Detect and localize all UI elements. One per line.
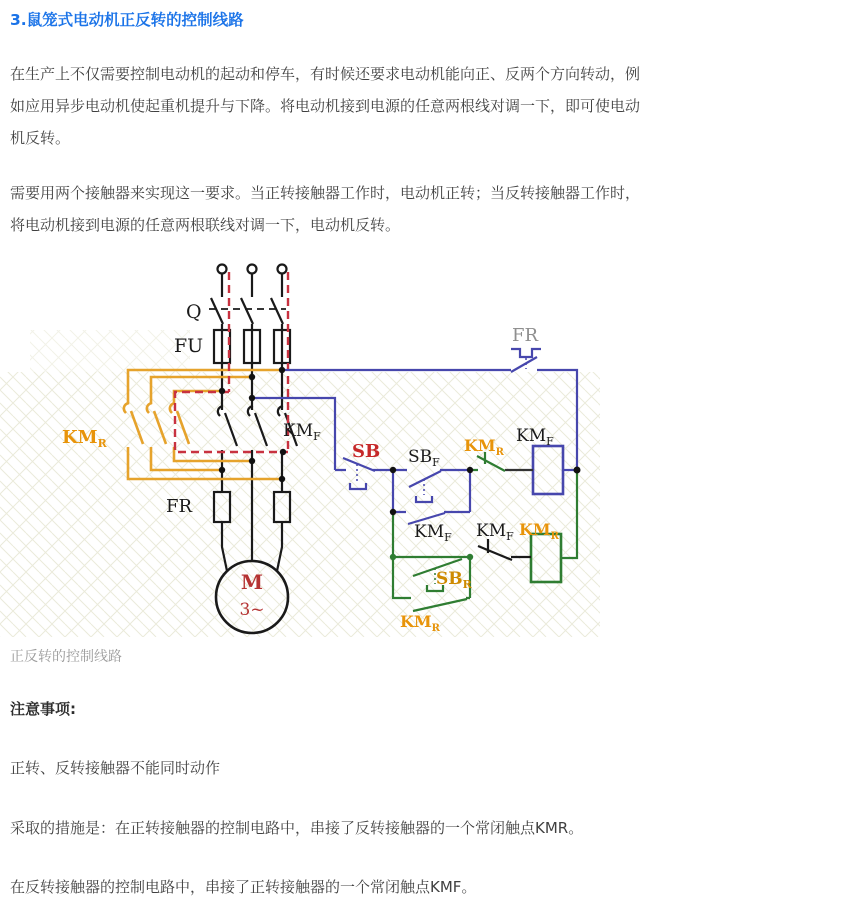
notes-title: 注意事项: (10, 700, 76, 718)
label-sbr-start: $SB_R$ (436, 569, 472, 591)
label-kmr-coil: $KM_R$ (519, 520, 559, 542)
label-motor-phase: 3~ (239, 600, 265, 620)
label-kmf-interlock: $KM_F$ (476, 521, 514, 543)
fr-heater-symbol (511, 349, 541, 357)
paragraph-line: 机反转。 (10, 129, 71, 147)
label-kmr-main-contacts: $KM_R$ (62, 427, 107, 450)
note-line: 在反转接触器的控制电路中，串接了正转接触器的一个常闭触点KMF。 (10, 878, 477, 896)
watermark-hatch (30, 330, 190, 372)
paragraph-line: 如应用异步电动机使起重机提升与下降。将电动机接到电源的任意两根线对调一下，即可使电动 (10, 97, 641, 115)
paragraph-2 (10, 177, 640, 241)
label-q: Q (186, 301, 202, 323)
label-kmf-main-contacts: $KM_F$ (283, 421, 321, 443)
paragraph-1 (10, 58, 640, 154)
label-fr-main: FR (166, 496, 193, 517)
paragraph-line: 将电动机接到电源的任意两根联线对调一下，电动机反转。 (10, 216, 401, 234)
label-sb-stop: SB (352, 441, 381, 462)
figure-caption: 正反转的控制线路 (10, 649, 122, 665)
paragraph-line: 在生产上不仅需要控制电动机的起动和停车，有时候还要求电动机能向正、反两个方向转动，例 (10, 65, 641, 83)
label-kmr-interlock: $KM_R$ (464, 436, 504, 458)
note-line: 正转、反转接触器不能同时动作 (10, 759, 221, 777)
section-heading: 3.鼠笼式电动机正反转的控制线路 (10, 11, 244, 29)
label-sbf-start: $SB_F$ (408, 447, 440, 469)
label-kmf-coil: $KM_F$ (516, 426, 554, 448)
note-line: 采取的措施是：在正转接触器的控制电路中，串接了反转接触器的一个常闭触点KMR。 (10, 819, 584, 837)
label-fu: FU (174, 335, 204, 357)
fr-contact-blade (511, 357, 537, 372)
circuit-diagram-svg (0, 256, 600, 637)
circuit-diagram (0, 256, 600, 637)
label-motor-m: M (240, 570, 264, 594)
label-kmr-selfhold: $KM_R$ (400, 612, 440, 634)
label-kmf-selfhold: $KM_F$ (414, 522, 452, 544)
paragraph-line: 需要用两个接触器来实现这一要求。当正转接触器工作时，电动机正转；当反转接触器工作时， (10, 184, 641, 202)
watermark-hatch (0, 372, 600, 637)
label-fr-control: FR (512, 325, 539, 346)
switch-q-symbol (209, 274, 286, 325)
